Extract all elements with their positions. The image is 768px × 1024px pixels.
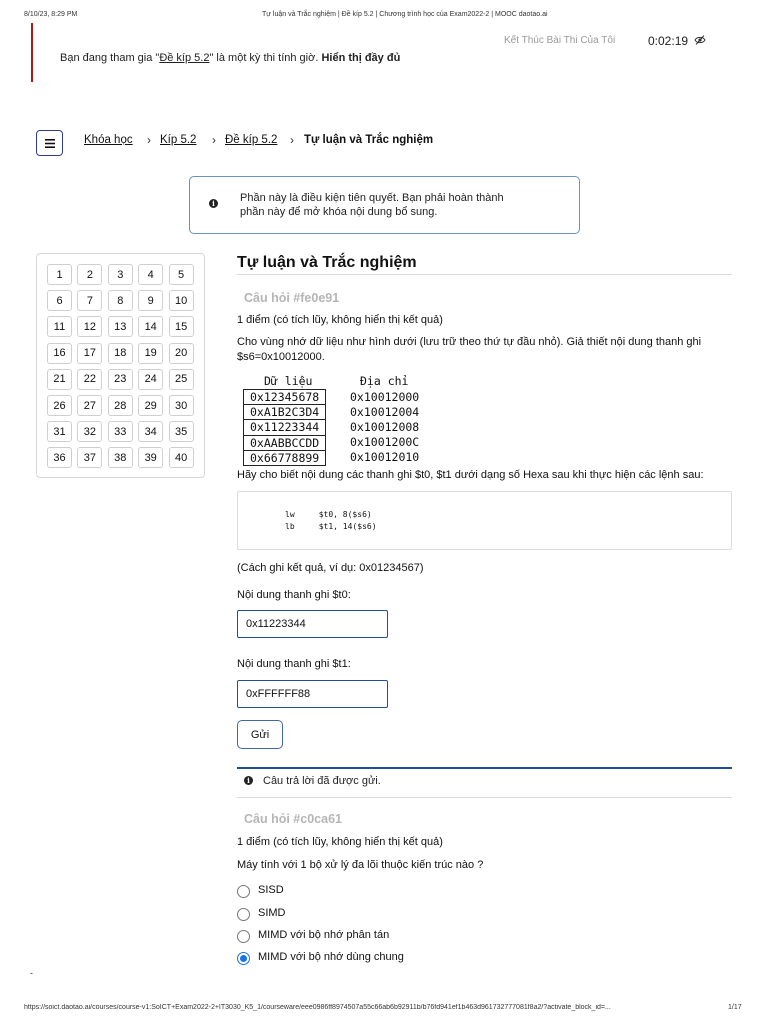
question-nav-button[interactable]: 38 [108, 447, 133, 468]
notice-prefix: Bạn đang tham gia " [60, 52, 160, 64]
question-nav-button[interactable]: 35 [169, 421, 194, 442]
question-points: 1 điểm (có tích lũy, không hiển thị kết quả) [237, 314, 443, 326]
memory-data-cell: 0x66778899 [244, 450, 326, 465]
option-radio[interactable] [237, 885, 250, 898]
question-nav-button[interactable]: 26 [47, 395, 72, 416]
question-instruction: Hãy cho biết nội dung các thanh ghi $t0, $t1 dưới dạng số Hexa sau khi thực hiện các lệnh sau: [237, 469, 704, 481]
question-nav-button[interactable]: 36 [47, 447, 72, 468]
question-nav-button[interactable]: 16 [47, 343, 72, 364]
show-full-link[interactable]: Hiển thị đầy đủ [321, 52, 401, 64]
hide-timer-eye-icon[interactable] [694, 34, 706, 46]
memory-data-cell: 0x11223344 [244, 420, 326, 435]
print-page-number: 1/17 [728, 1004, 742, 1011]
divider [237, 797, 732, 798]
memory-table-data-header: Dữ liệu [264, 374, 313, 388]
memory-table-address-header: Địa chỉ [360, 374, 409, 388]
hamburger-icon [45, 139, 55, 148]
question-prompt: Cho vùng nhớ dữ liệu như hình dưới (lưu trữ theo thứ tự đầu nhỏ). Giả thiết nội dung thanh ghi $s6=0x10012000. [237, 336, 702, 363]
question-nav-button[interactable]: 12 [77, 316, 102, 337]
question-id: Câu hỏi #fe0e91 [244, 291, 340, 305]
exam-timer: 0:02:19 [648, 34, 689, 48]
print-datetime: 8/10/23, 8:29 PM [24, 11, 78, 18]
question-nav-button[interactable]: 21 [47, 369, 72, 390]
option-label[interactable]: MIMD với bộ nhớ phân tán [258, 929, 390, 941]
memory-data-cell: 0xA1B2C3D4 [244, 405, 326, 420]
question-nav-button[interactable]: 29 [138, 395, 163, 416]
memory-table [243, 389, 326, 466]
t0-label: Nội dung thanh ghi $t0: [237, 589, 351, 601]
question-nav-button[interactable]: 27 [77, 395, 102, 416]
code-block [237, 491, 732, 550]
question-nav-button[interactable]: 15 [169, 316, 194, 337]
question-nav-button[interactable]: 5 [169, 264, 194, 285]
exam-link[interactable]: Đề kíp 5.2 [159, 52, 210, 64]
memory-data-cell: 0xAABBCCDD [244, 435, 326, 450]
question-nav-button[interactable]: 24 [138, 369, 163, 390]
question-nav-button[interactable]: 31 [47, 421, 72, 442]
question-nav-button[interactable]: 8 [108, 290, 133, 311]
notice-suffix: " là một kỳ thi tính giờ. [209, 52, 319, 64]
question-nav-button[interactable]: 6 [47, 290, 72, 311]
question-nav-button[interactable]: 7 [77, 290, 102, 311]
breadcrumb-course[interactable]: Khóa học [84, 134, 133, 146]
option-radio-selected[interactable] [237, 952, 250, 965]
question-nav-button[interactable]: 25 [169, 369, 194, 390]
format-hint: (Cách ghi kết quả, ví dụ: 0x01234567) [237, 562, 424, 574]
question-nav-button[interactable]: 40 [169, 447, 194, 468]
question-nav-button[interactable]: 33 [108, 421, 133, 442]
question-nav-button[interactable]: 39 [138, 447, 163, 468]
memory-address: 0x10012008 [350, 420, 420, 434]
page-mark: - [30, 968, 33, 978]
code-line: lw $t0, 8($s6) [285, 510, 372, 519]
question-nav-button[interactable]: 32 [77, 421, 102, 442]
section-title: Tự luận và Trắc nghiệm [237, 254, 417, 271]
t1-label: Nội dung thanh ghi $t1: [237, 658, 351, 670]
memory-address: 0x10012010 [350, 450, 420, 464]
option-radio[interactable] [237, 930, 250, 943]
option-label[interactable]: MIMD với bộ nhớ dùng chung [258, 951, 404, 963]
prerequisite-line-2: phần này để mở khóa nội dung bổ sung. [240, 206, 438, 218]
question-nav-button[interactable]: 22 [77, 369, 102, 390]
course-menu-button[interactable] [36, 130, 63, 156]
option-label[interactable]: SIMD [258, 907, 286, 919]
memory-row [244, 405, 326, 420]
question-nav-button[interactable]: 3 [108, 264, 133, 285]
memory-row [244, 390, 326, 405]
prerequisite-line-1: Phần này là điều kiện tiên quyết. Bạn phải hoàn thành [240, 192, 504, 204]
breadcrumb-chevron-icon: › [290, 133, 294, 147]
question-nav-button[interactable]: 10 [169, 290, 194, 311]
memory-row [244, 435, 326, 450]
option-radio[interactable] [237, 908, 250, 921]
question-nav-button[interactable]: 11 [47, 316, 72, 337]
question-nav-button[interactable]: 30 [169, 395, 194, 416]
question-nav-button[interactable]: 9 [138, 290, 163, 311]
submission-status: Câu trả lời đã được gửi. [263, 775, 381, 787]
timed-exam-notice [60, 52, 400, 64]
question-nav-button[interactable]: 13 [108, 316, 133, 337]
question-nav-button[interactable]: 14 [138, 316, 163, 337]
question-nav-button[interactable]: 19 [138, 343, 163, 364]
t1-answer-input[interactable] [237, 680, 388, 708]
memory-address: 0x10012000 [350, 390, 420, 404]
question-nav-button[interactable]: 37 [77, 447, 102, 468]
question-points: 1 điểm (có tích lũy, không hiển thị kết quả) [237, 836, 443, 848]
question-navigator [36, 253, 205, 478]
breadcrumb-chevron-icon: › [212, 133, 216, 147]
memory-address: 0x1001200C [350, 435, 420, 449]
end-exam-button[interactable]: Kết Thúc Bài Thi Của Tôi [504, 35, 616, 46]
question-nav-button[interactable]: 28 [108, 395, 133, 416]
question-nav-button[interactable]: 20 [169, 343, 194, 364]
memory-row [244, 450, 326, 465]
question-nav-button[interactable]: 1 [47, 264, 72, 285]
question-nav-button[interactable]: 2 [77, 264, 102, 285]
question-nav-button[interactable]: 18 [108, 343, 133, 364]
question-nav-button[interactable]: 4 [138, 264, 163, 285]
breadcrumb-subsection[interactable]: Đề kíp 5.2 [225, 134, 278, 146]
print-doc-title: Tự luận và Trắc nghiệm | Đề kíp 5.2 | Chương trình học của Exam2022-2 | MOOC daotao.ai [262, 11, 548, 18]
question-nav-button[interactable]: 34 [138, 421, 163, 442]
submission-status-bar [237, 767, 732, 769]
question-id: Câu hỏi #c0ca61 [244, 812, 342, 826]
question-prompt: Máy tính với 1 bộ xử lý đa lõi thuộc kiến trúc nào ? [237, 859, 484, 871]
info-icon: i [209, 199, 218, 208]
question-nav-button[interactable]: 23 [108, 369, 133, 390]
option-label[interactable]: SISD [258, 884, 284, 896]
memory-data-cell: 0x12345678 [244, 390, 326, 405]
prerequisite-text [240, 191, 540, 219]
info-icon: i [244, 776, 253, 785]
print-url: https://soict.daotao.ai/courses/course-v1:SoICT+Exam2022-2+IT3030_K5_1/courseware/eee0986ff8974507a55c66ab6b92911b/b76fd941ef1b463d961732777081f8a2/?activate_block_id=... [24, 1004, 611, 1011]
breadcrumb-current: Tự luận và Trắc nghiệm [304, 134, 434, 146]
submit-button[interactable]: Gửi [237, 720, 283, 749]
code-line: lb $t1, 14($s6) [285, 522, 377, 531]
memory-address: 0x10012004 [350, 405, 420, 419]
breadcrumb-section[interactable]: Kíp 5.2 [160, 134, 197, 146]
banner-accent-bar [31, 23, 33, 82]
breadcrumb-chevron-icon: › [147, 133, 151, 147]
t0-answer-input[interactable] [237, 610, 388, 638]
memory-row [244, 420, 326, 435]
divider [237, 274, 732, 275]
question-nav-button[interactable]: 17 [77, 343, 102, 364]
